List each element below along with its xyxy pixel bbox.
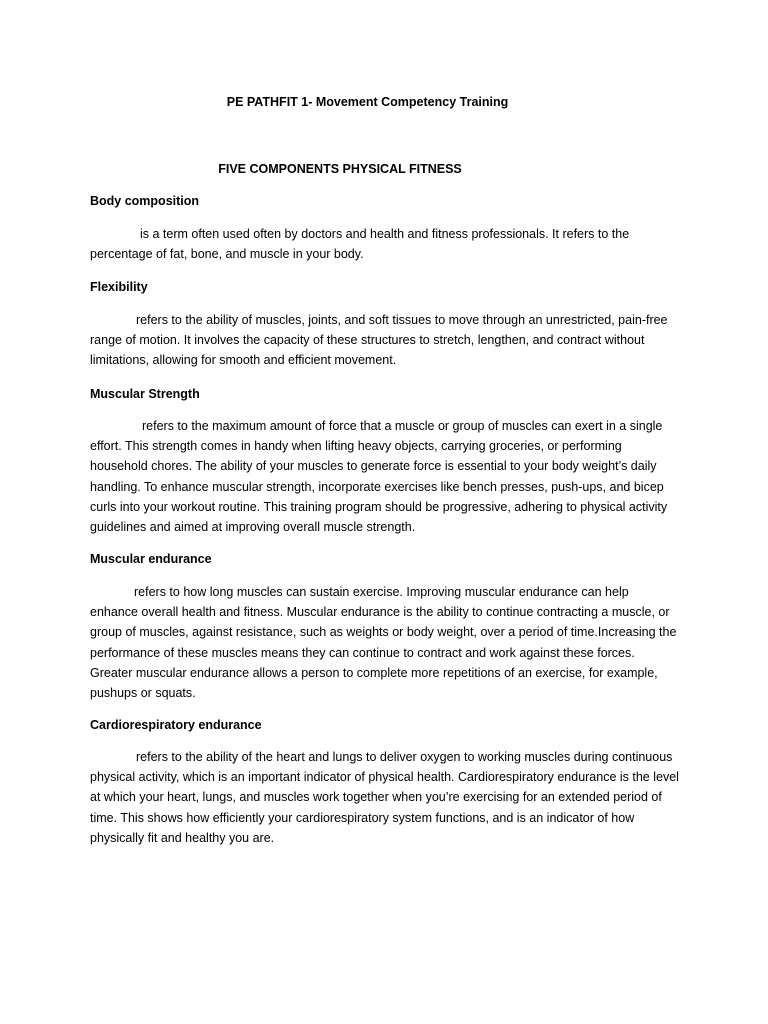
section-body-muscular-strength: refers to the maximum amount of force that a muscle or group of muscles can exert in a single effort. This strength comes in handy when lifting heavy objects, carrying groceries, or performing household chores. The ability of your muscles to generate force is essential to your body weight’s daily handling. To enhance muscular strength, incorporate exercises like bench presses, push-ups, and bicep curls into your workout routine. This training program should be progressive, adhering to physical activity guidelines and aimed at improving overall muscle strength. xyxy=(90,419,668,535)
main-heading: FIVE COMPONENTS PHYSICAL FITNESS xyxy=(218,162,462,176)
section-body-cardiorespiratory-endurance: refers to the ability of the heart and lungs to deliver oxygen to working muscles during continuous physical activity, which is an important indicator of physical health. Cardiorespiratory endurance is the level at which your heart, lungs, and muscles work together when you’re exercising for an extended period of time. This shows how efficiently your cardiorespiratory system functions, and is an indicator of how physically fit and healthy you are. xyxy=(90,750,679,845)
section-heading-body-composition: Body composition xyxy=(90,194,200,208)
section-body-flexibility: refers to the ability of muscles, joints, and soft tissues to move through an unrestricted, pain-free range of motion. It involves the capacity of these structures to stretch, lengthen, and contract without limitations, allowing for smooth and efficient movement. xyxy=(90,313,668,368)
section-heading-flexibility: Flexibility xyxy=(90,280,148,294)
section-heading-muscular-strength: Muscular Strength xyxy=(90,387,200,401)
section-heading-cardiorespiratory-endurance: Cardiorespiratory endurance xyxy=(90,718,262,732)
section-heading-muscular-endurance: Muscular endurance xyxy=(90,552,212,566)
section-body-muscular-endurance: refers to how long muscles can sustain exercise. Improving muscular endurance can help enhance overall health and fitness. Muscular endurance is the ability to continue contracting a muscle, or group of muscles, against resistance, such as weights or body weight, over a period of time.Increasing the performance of these muscles means they can continue to contract and work against these forces. Greater muscular endurance allows a person to complete more repetitions of an exercise, for example, pushups or squats. xyxy=(90,585,677,701)
section-body-body-composition: is a term often used often by doctors and health and fitness professionals. It refers to the percentage of fat, bone, and muscle in your body. xyxy=(90,227,630,262)
document-title: PE PATHFIT 1- Movement Competency Training xyxy=(226,95,509,109)
